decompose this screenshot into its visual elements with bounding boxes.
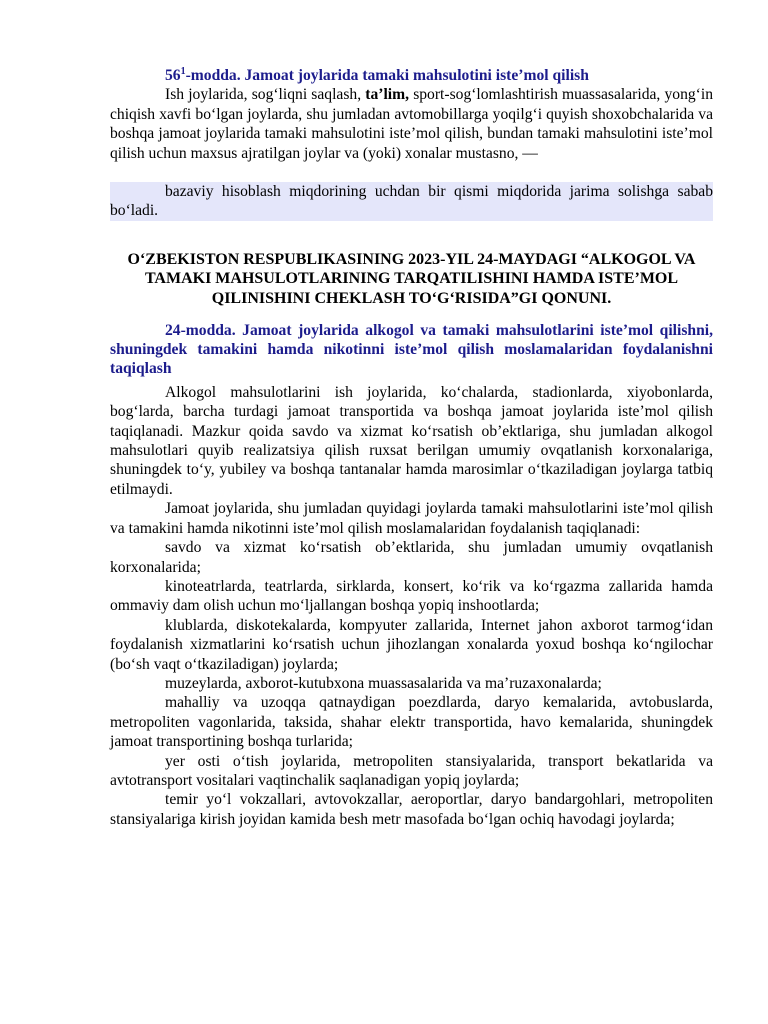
article-56-body-bold: ta’lim,: [365, 86, 410, 104]
article-24-list-item: muzeylarda, axborot-kutubxona muassasalarida va ma’ruzaxonalarda;: [165, 674, 602, 692]
document-content: [110, 66, 713, 829]
article-56-body: [110, 85, 713, 163]
article-56-title-text: -modda. Jamoat joylarida tamaki mahsulotini iste’mol qilish: [185, 67, 589, 84]
article-56-number: 56: [165, 67, 181, 84]
article-24-title: 24-modda. Jamoat joylarida alkogol va tamaki mahsulotlarini iste’mol qilishni, shuningdek tamakini hamda nikotinni iste’mol qilish moslamalaridan foydalanishni taqiqlash: [110, 321, 713, 378]
article-24-list-item: savdo va xizmat ko‘rsatish ob’ektlarida, shu jumladan umumiy ovqatlanish korxonalarida;: [110, 539, 713, 576]
article-24-list-item: kinoteatrlarda, teatrlarda, sirklarda, konsert, ko‘rik va ko‘rgazma zallarida hamda ommaviy dam olish uchun mo‘ljallangan boshqa yopiq inshootlarda;: [110, 577, 713, 615]
article-24-paragraph: Jamoat joylarida, shu jumladan quyidagi joylarda tamaki mahsulotlarini iste’mol qilish va tamakini hamda nikotinni iste’mol qilish moslamalaridan foydalanish taqiqlanadi:: [110, 500, 713, 537]
article-56-title: [110, 66, 713, 85]
article-56-body-part2: sport-sog‘lomlashtirish muassasalarida, yong‘in chiqish xavfi bo‘lgan joylarda, shu jumladan avtomobillarga yoqilg‘i quyish shoxobchalarida va boshqa jamoat joylarida tamaki mahsulotini iste’mol qilish, bundan tamaki mahsulotini iste’mol qilish uchun maxsus ajratilgan joylar va (yoki) xonalar mustasno, —: [110, 86, 713, 162]
article-56-body-part1: Ish joylarida, sog‘liqni saqlash,: [165, 86, 366, 104]
article-24-list-item: klublarda, diskotekalarda, kompyuter zallarida, Internet jahon axborot tarmog‘idan foydalanish xizmatlarini ko‘rsatish uchun jihozlangan xonalarda yoxud boshqa ko‘ngilochar (bo‘sh vaqt o‘tkaziladigan) joylarda;: [110, 616, 713, 673]
article-24-list-item: yer osti o‘tish joylarida, metropoliten stansiyalarida, transport bekatlarida va avtotransport vositalari vaqtinchalik saqlanadigan yopiq joylarda;: [110, 752, 713, 789]
article-56-superscript: 1: [180, 65, 186, 77]
article-24-paragraph: Alkogol mahsulotlarini ish joylarida, ko‘chalarda, stadionlarda, xiyobonlarda, bog‘larda, barcha turdagi jamoat transportida va boshqa jamoat joylarida iste’mol qilish taqiqlanadi. Mazkur qoida savdo va xizmat ko‘rsatish ob’ektlariga, shu jumladan alkogol mahsulotlari quyib realizatsiya qilish ruxsat berilgan umumiy ovqatlanish korxonalariga, shuningdek to‘y, yubiley va boshqa tantanalar hamda marosimlar o‘tkaziladigan joylarga tatbiq etilmaydi.: [110, 383, 713, 498]
article-56-penalty: bazaviy hisoblash miqdorining uchdan bir qismi miqdorida jarima solishga sabab bo‘ladi.: [110, 183, 713, 220]
article-24-list-item: mahalliy va uzoqqa qatnaydigan poezdlarda, daryo kemalarida, avtobuslarda, metropoliten vagonlarida, taksida, shahar elektr transportida, havo kemalarida, shuningdek jamoat transportining boshqa turlarida;: [110, 694, 713, 751]
law-title: O‘ZBEKISTON RESPUBLIKASINING 2023-YIL 24-MAYDAGI “ALKOGOL VA TAMAKI MAHSULOTLARINING TARQATILISHINI HAMDA ISTE’MOL QILINISHINI CHEKLASH TO‘G‘RISIDA”GI QONUNI.: [127, 250, 696, 308]
article-24-list-item: temir yo‘l vokzallari, avtovokzallar, aeroportlar, daryo bandargohlari, metropoliten stansiyalariga kirish joyidan kamida besh metr masofada bo‘lgan ochiq havodagi joylarda;: [110, 791, 713, 828]
